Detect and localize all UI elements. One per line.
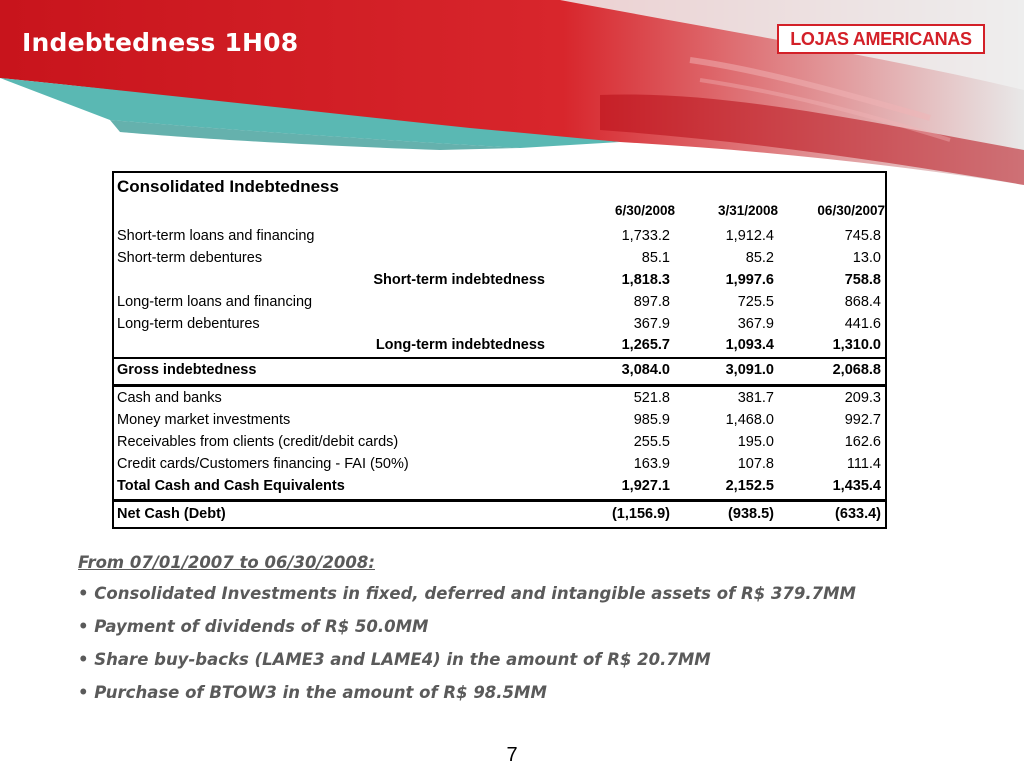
note-bullet: • Consolidated Investments in fixed, deferred and intangible assets of R$ 379.7MM [78,584,856,603]
table-divider [114,499,885,502]
note-bullet: • Share buy-backs (LAME3 and LAME4) in the amount of R$ 20.7MM [78,650,711,669]
cell-value: 3,091.0 [725,362,774,378]
column-header-06-30-2007: 06/30/2007 [817,203,885,218]
cell-value: 111.4 [846,456,881,472]
cell-value: 85.2 [745,250,774,266]
cell-value: (1,156.9) [611,506,670,522]
logo-text: LOJAS AMERICANAS [790,28,972,49]
row-label: Credit cards/Customers financing - FAI (50%) [117,456,409,472]
table-row [114,388,885,410]
cell-value: 992.7 [844,412,881,428]
cell-value: 85.1 [641,250,670,266]
notes-section [78,553,978,716]
cell-value: 367.9 [633,316,670,332]
cell-value: 162.6 [844,434,881,450]
row-label: Short-term debentures [117,250,263,266]
table-divider [114,384,885,387]
table-row [114,248,885,270]
row-label: Gross indebtedness [117,362,257,378]
row-label: Total Cash and Cash Equivalents [117,478,345,494]
row-label: Long-term indebtedness [375,337,545,353]
cell-value: 209.3 [844,390,881,406]
cell-value: 381.7 [737,390,774,406]
cell-value: 1,468.0 [725,412,774,428]
cell-value: 1,997.6 [725,272,774,288]
cell-value: 745.8 [844,228,881,244]
cell-value: 3,084.0 [621,362,670,378]
net-cash-row [114,504,885,526]
row-label: Receivables from clients (credit/debit cards) [117,434,399,450]
cell-value: 1,435.4 [832,478,881,494]
table-row [114,410,885,432]
cell-value: 1,310.0 [832,337,881,353]
table-divider [114,357,885,359]
table-title: Consolidated Indebtedness [117,177,339,196]
table-row [114,432,885,454]
column-header-6-30-2008: 6/30/2008 [614,203,675,218]
row-label: Short-term indebtedness [373,272,545,288]
cell-value: 2,068.8 [832,362,881,378]
slide-title: Indebtedness 1H08 [22,28,299,57]
table-row [114,292,885,314]
total-row [114,360,885,382]
row-label: Money market investments [117,412,291,428]
table-row [114,454,885,476]
cell-value: 758.8 [844,272,881,288]
cell-value: 868.4 [844,294,881,310]
cell-value: 1,927.1 [621,478,670,494]
note-bullet: • Purchase of BTOW3 in the amount of R$ 98.5MM [78,683,547,702]
cell-value: 1,818.3 [621,272,670,288]
page-number: 7 [506,744,518,766]
row-label: Short-term loans and financing [117,228,315,244]
row-label: Long-term loans and financing [117,294,313,310]
note-bullet: • Payment of dividends of R$ 50.0MM [78,617,429,636]
subtotal-row [114,335,885,357]
cell-value: 1,733.2 [621,228,670,244]
cell-value: 13.0 [852,250,881,266]
cell-value: 1,265.7 [621,337,670,353]
cell-value: 195.0 [737,434,774,450]
notes-heading: From 07/01/2007 to 06/30/2008: [78,553,375,572]
cell-value: 725.5 [737,294,774,310]
cell-value: 2,152.5 [725,478,774,494]
cell-value: 521.8 [633,390,670,406]
indebtedness-table [112,171,887,529]
cell-value: 107.8 [737,456,774,472]
column-header-3-31-2008: 3/31/2008 [717,203,778,218]
cell-value: 1,912.4 [725,228,774,244]
company-logo [777,24,985,54]
total-row [114,476,885,498]
subtotal-row [114,270,885,292]
row-label: Net Cash (Debt) [117,506,226,522]
cell-value: (938.5) [728,506,774,522]
cell-value: 985.9 [633,412,670,428]
row-label: Long-term debentures [117,316,260,332]
table-row [114,314,885,336]
cell-value: 1,093.4 [725,337,774,353]
cell-value: 255.5 [633,434,670,450]
cell-value: 163.9 [633,456,670,472]
row-label: Cash and banks [117,390,222,406]
cell-value: (633.4) [835,506,881,522]
table-row [114,226,885,248]
cell-value: 897.8 [633,294,670,310]
cell-value: 367.9 [737,316,774,332]
cell-value: 441.6 [844,316,881,332]
